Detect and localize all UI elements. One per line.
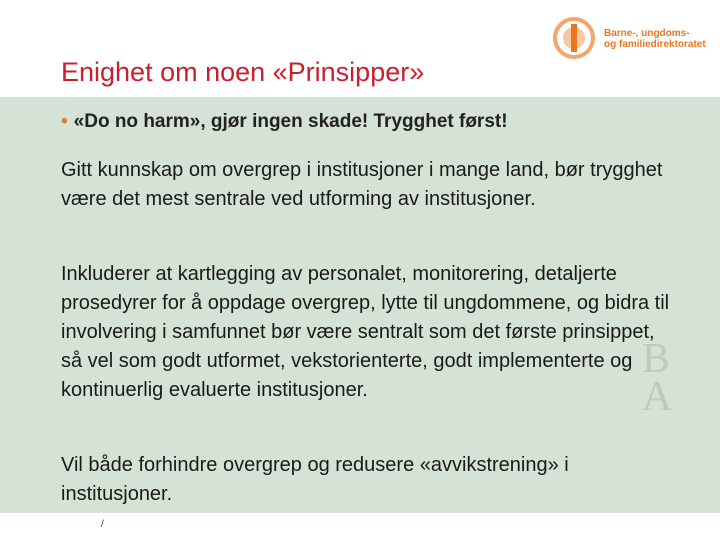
logo-line-1: Barne-, ungdoms- bbox=[604, 28, 690, 39]
svg-text:A: A bbox=[642, 374, 673, 412]
paragraph-1: Gitt kunnskap om overgrep i institusjoner i mange land, bør trygghet være det mest sentrale ved utforming av institusjoner. bbox=[61, 159, 663, 210]
footer-mark: / bbox=[101, 519, 104, 530]
slide-title: Enighet om noen «Prinsipper» bbox=[61, 57, 425, 87]
logo-line-2: og familiedirektoratet bbox=[604, 39, 706, 50]
bufdir-logo-icon bbox=[552, 16, 596, 60]
bullet-item bbox=[61, 111, 508, 133]
logo-text bbox=[604, 28, 706, 50]
paragraph-2: Inkluderer at kartlegging av personalet, monitorering, detaljerte prosedyrer for å oppdage overgrep, lytte til ungdommene, og bidra til involvering i samfunnet bør være sentralt som det første prinsippet, så vel som godt utformet, vekstorienterte, godt implementerte og kontinuerlig evaluerte institusjoner. bbox=[61, 263, 670, 401]
bullet-dot-icon: • bbox=[61, 111, 68, 132]
bufdir-logo bbox=[552, 14, 712, 64]
bullet-text: «Do no harm», gjør ingen skade! Trygghet først! bbox=[73, 111, 508, 132]
ba-watermark-icon bbox=[640, 332, 710, 412]
content-panel bbox=[0, 97, 720, 513]
paragraph-3: Vil både forhindre overgrep og redusere «avvikstrening» i institusjoner. bbox=[61, 454, 569, 505]
svg-text:B: B bbox=[642, 336, 671, 382]
